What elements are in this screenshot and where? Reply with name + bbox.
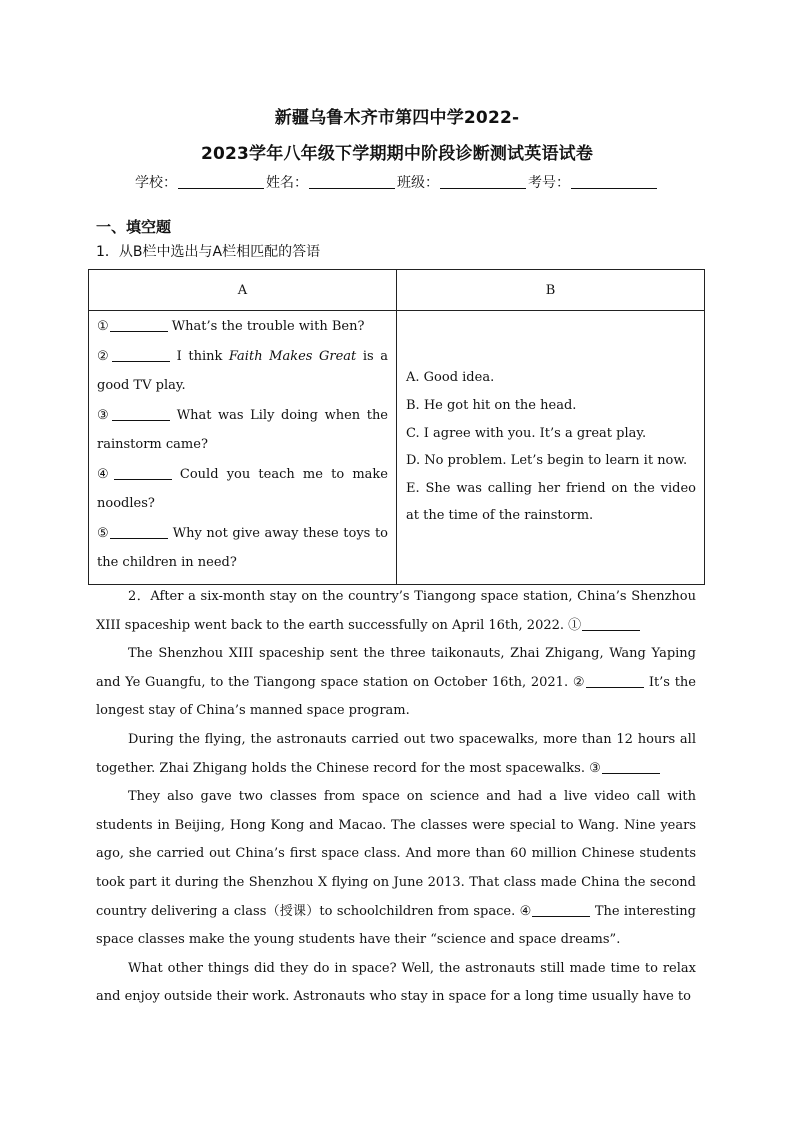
b-item: C. I agree with you. It’s a great play. xyxy=(406,425,647,441)
passage-paragraph: During the flying, the astronauts carried out two spacewalks, more than 12 hours all together. Zhai Zhigang holds the Chinese record for the most spacewalks. ③ xyxy=(96,731,696,776)
section-title: 一、填空题 xyxy=(96,218,172,236)
student-info-line xyxy=(0,172,794,192)
class-label: 班级： xyxy=(397,175,439,191)
a-item: ⑤ Why not give away these toys to the children in need? xyxy=(97,525,388,570)
question1-prompt: 1．从B栏中选出与A栏相匹配的答语 xyxy=(96,244,321,260)
answer-blank[interactable] xyxy=(114,466,172,480)
b-item: D. No problem. Let’s begin to learn it now. xyxy=(406,453,688,469)
a-item: ③ What was Lily doing when the rainstorm came? xyxy=(97,407,389,452)
school-blank[interactable] xyxy=(178,174,264,189)
exam-no-label: 考号： xyxy=(528,175,570,191)
a-item: ① What’s the trouble with Ben? xyxy=(97,319,365,334)
column-b-header: B xyxy=(397,270,705,311)
name-blank[interactable] xyxy=(309,174,395,189)
b-item: B. He got hit on the head. xyxy=(406,398,577,414)
exam-no-blank[interactable] xyxy=(571,174,657,189)
answer-blank[interactable] xyxy=(112,407,170,421)
passage-paragraph: What other things did they do in space? Well, the astronauts still made time to relax and enjoy outside their work. Astronauts who stay in space for a long time usually have to xyxy=(96,960,696,1005)
column-a-cell xyxy=(89,311,397,585)
name-label: 姓名： xyxy=(266,175,308,191)
passage-paragraph: 2．After a six-month stay on the country’s Tiangong space station, China’s Shenzhou XIII spaceship went back to the earth successfully on April 16th, 2022. ① xyxy=(96,589,696,633)
exam-title-line2: 2023学年八年级下学期期中阶段诊断测试英语试卷 xyxy=(200,144,594,164)
b-item: E. She was calling her friend on the video at the time of the rainstorm. xyxy=(406,480,696,524)
a-item: ④ Could you teach me to make noodles? xyxy=(97,466,388,511)
a-item: ② I think Faith Makes Great is a good TV play. xyxy=(97,348,388,393)
answer-blank[interactable] xyxy=(110,318,168,332)
passage-paragraph: The Shenzhou XIII spaceship sent the three taikonauts, Zhai Zhigang, Wang Yaping and Ye Guangfu, to the Tiangong space station on October 16th, 2021. ② It’s the longest stay of China’s manned space program. xyxy=(96,646,696,719)
passage-paragraph: They also gave two classes from space on science and had a live video call with students in Beijing, Hong Kong and Macao. The classes were special to Wang. Nine years ago, she carried out China’s first space class. And more than 60 million Chinese students took part it during the Shenzhou X flying on June 2013. That class made China the second country delivering a class（授课）to schoolchildren from space. ④ The interesting space classes make the young students have their “science and space dreams”. xyxy=(96,789,696,948)
answer-blank[interactable] xyxy=(582,617,640,631)
matching-table xyxy=(88,269,705,585)
answer-blank[interactable] xyxy=(532,903,590,917)
column-a-header: A xyxy=(89,270,397,311)
class-blank[interactable] xyxy=(440,174,526,189)
school-label: 学校： xyxy=(135,175,177,191)
column-b-cell xyxy=(397,311,705,585)
answer-blank[interactable] xyxy=(110,525,168,539)
b-item: A. Good idea. xyxy=(406,370,495,386)
answer-blank[interactable] xyxy=(112,348,170,362)
answer-blank[interactable] xyxy=(586,674,644,688)
answer-blank[interactable] xyxy=(602,760,660,774)
reading-passage xyxy=(96,583,696,1012)
exam-title-line1: 新疆乌鲁木齐市第四中学2022- xyxy=(274,108,520,128)
